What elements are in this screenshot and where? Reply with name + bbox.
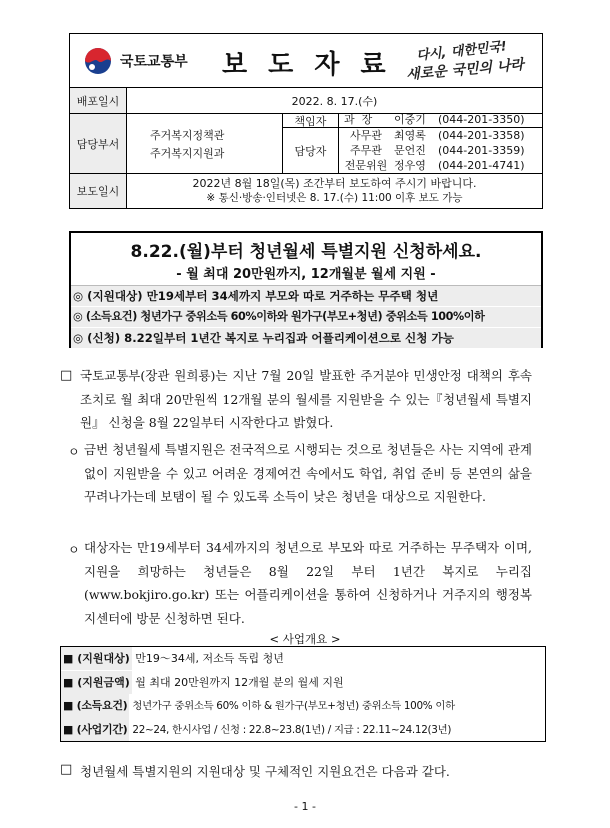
staff-row: 주무관 문언진 (044-201-3359) [350, 144, 525, 157]
department-1: 주거복지정책관 [150, 129, 225, 142]
headline-box [69, 231, 543, 348]
overview-box [60, 646, 546, 742]
staff-row: 사무관 최영록 (044-201-3358) [350, 129, 525, 142]
overview-row: ■ (사업기간) 22∼24, 한시사업 / 신청 : 22.8∼23.8(1년) / 지급 : 22.11∼24.12(3년) [61, 718, 545, 741]
report-embargo-line: 2022년 8월 18일(목) 조간부터 보도하여 주시기 바랍니다. [192, 177, 477, 190]
release-date-value: 2022. 8. 17.(수) [291, 94, 378, 108]
body-paragraph-2: 금번 청년월세 특별지원은 전국적으로 시행되는 것으로 청년들은 사는 지역에 관계없이 지원받을 수 있고 어려운 경제여건 속에서도 학업, 취업 준비 등 본연의 삶을 꾸려나가는데 보탬이 될 수 있도록 소득이 낮은 청년을 대상으로 지원한다. [84, 442, 532, 504]
paragraph-bullet-square: □ [60, 368, 73, 383]
headline-subtitle: - 월 최대 20만원까지, 12개월분 월세 지원 - [176, 267, 436, 282]
report-time-label: 보도일시 [70, 174, 126, 208]
logo-row [70, 34, 542, 87]
ministry-logo-icon [84, 47, 112, 75]
page-number: - 1 - [294, 800, 316, 813]
department-label: 담당부서 [70, 114, 126, 173]
headline-point: ◎ (소득요건) 청년가구 중위소득 60%이하와 원가구(부모+청년) 중위소득 100%이하 [71, 306, 541, 327]
paragraph-bullet-circle: ㅇ [68, 543, 80, 557]
responsible-label: 책임자 [294, 114, 327, 128]
overview-caption: < 사업개요 > [269, 632, 341, 646]
responsible-name: 이중기 [394, 113, 426, 126]
headline-point: ◎ (신청) 8.22일부터 1년간 복지로 누리집과 어플리케이션으로 신청 가능 [71, 327, 541, 348]
slogan-line-2: 새로운 국민의 나라 [405, 56, 525, 84]
staff-list [338, 128, 542, 173]
department-2: 주거복지지원과 [150, 147, 225, 160]
press-release-header-table [69, 33, 543, 209]
paragraph-bullet-square: □ [60, 762, 73, 777]
body-paragraph-1: 국토교통부(장관 원희룡)는 지난 7월 20일 발표한 주거분야 민생안정 대책의 후속조치로 월 최대 20만원씩 12개월 분의 월세를 지원받을 수 있는『청년월세 특별지원』 신청을 8월 22일부터 시작한다고 밝혔다. [80, 368, 532, 430]
headline-points [71, 285, 541, 348]
body-paragraph-3: 대상자는 만19세부터 34세까지의 청년으로 부모와 따로 거주하는 무주택자 이며, 지원을 희망하는 청년들은 8월 22일 부터 1년간 복지로 누리집(www.bokjiro.go.kr) 또는 어플리케이션을 통하여 신청하거나 거주지의 행정복지센터에 방문 신청하면 된다. [84, 540, 532, 626]
overview-row: ■ (지원대상) 만19～34세, 저소득 독립 청년 [61, 647, 545, 671]
staff-row: 전문위원 정우영 (044-201-4741) [344, 159, 525, 172]
responsible-title: 과 장 [344, 113, 373, 126]
document-title: 보 도 자 료 [222, 50, 392, 80]
release-date-label: 배포일시 [70, 88, 126, 113]
responsible-contact [344, 113, 544, 127]
department-names [150, 127, 224, 163]
responsible-phone: (044-201-3350) [438, 113, 525, 126]
overview-row: ■ (소득요건) 청년가구 중위소득 60% 이하 & 원가구(부모+청년) 중위소득 100% 이하 [61, 694, 545, 718]
ministry-name: 국토교통부 [120, 54, 188, 70]
closing-paragraph: 청년월세 특별지원의 지원대상 및 구체적인 지원요건은 다음과 같다. [80, 764, 450, 779]
slogan-line-1: 다시, 대한민국! [415, 39, 508, 64]
overview-row: ■ (지원금액) 월 최대 20만원까지 12개월 분의 월세 지원 [61, 671, 545, 694]
paragraph-bullet-circle: ㅇ [68, 445, 80, 459]
staff-label: 담당자 [294, 144, 327, 158]
headline-title: 8.22.(월)부터 청년월세 특별지원 신청하세요. [130, 242, 482, 262]
report-online-note: ※ 통신·방송·인터넷은 8. 17.(수) 11:00 이후 보도 가능 [206, 192, 463, 204]
report-time-value [127, 176, 542, 206]
headline-point: ◎ (지원대상) 만19세부터 34세까지 부모와 따로 거주하는 무주택 청년 [71, 285, 541, 306]
